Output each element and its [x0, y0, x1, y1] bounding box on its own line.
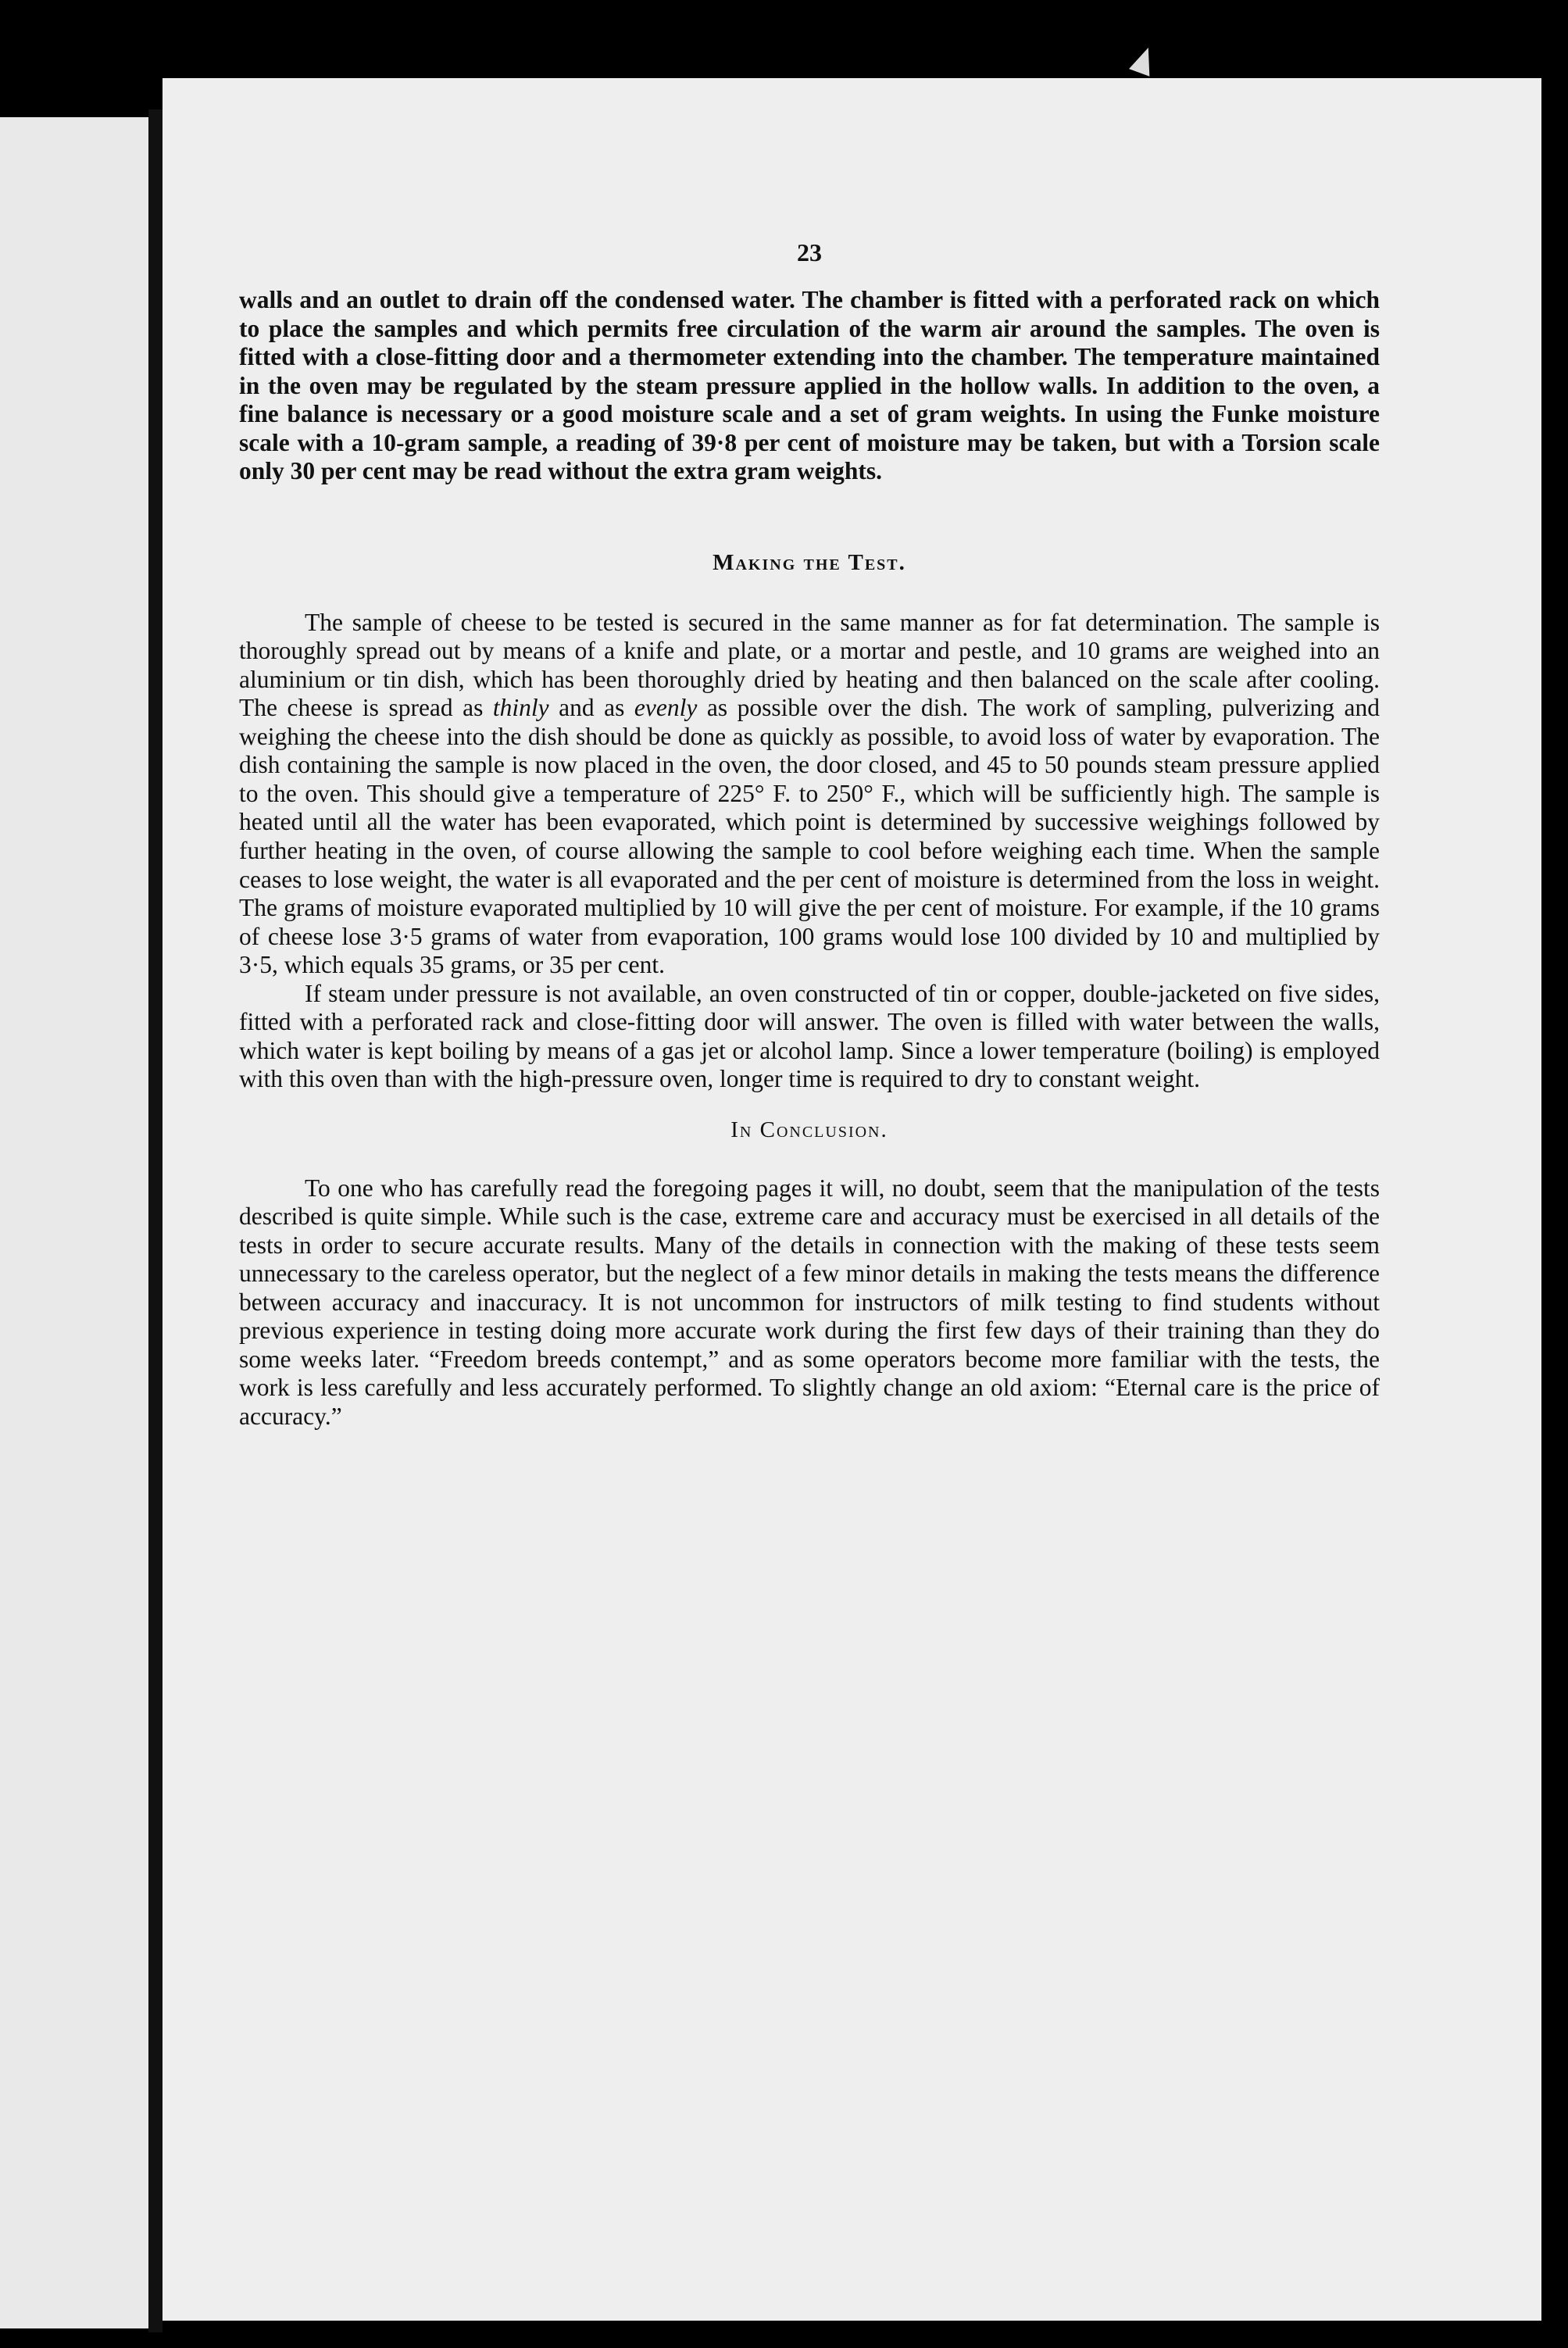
text-run: as possible over the dish. The work of sampling, pulverizing and weighing the cheese into the dish should be done as quickly as possible, to avoid loss of water by evaporation. The dish containing the sample is now placed in the oven, the door closed, and 45 to 50 pounds steam pressure applied to the oven. This should give a temperature of 225° F. to 250° F., which will be sufficiently high. The sample is heated until all the water has been evaporated, which point is determined by successive weighings followed by further heating in the oven, of course allowing the sample to cool before weighing each time. When the sample ceases to lose weight, the water is all evaporated and the per cent of moisture is determined from the loss in weight. The grams of moisture evaporated multiplied by 10 will give the per cent of moisture. For example, if the 10 grams of cheese lose 3·5 grams of water from evaporation, 100 grams would lose 100 divided by 10 and multiplied by 3·5, which equals 35 grams, or 35 per cent. [239, 694, 1380, 979]
emphasis-evenly: evenly [634, 694, 698, 722]
section-heading-in-conclusion: In Conclusion. [730, 1117, 888, 1142]
emphasis-thinly: thinly [492, 694, 549, 722]
making-test-paragraph-1 [239, 609, 1380, 980]
book-binding [148, 109, 163, 2332]
facing-page-edge [0, 117, 148, 2328]
page-content [239, 238, 1380, 1431]
text-run: The sample of cheese to be tested is secured in the same manner as for fat determination. The sample is thoroughly spread out by means of a knife and plate, or a mortar and pestle, and 10 grams are weighed into an aluminium or tin dish, which has been thoroughly dried by heating and then balanced on the scale after cooling. The cheese is spread as [239, 608, 1380, 722]
scan-corner-mark [1129, 44, 1159, 77]
page-number: 23 [797, 238, 822, 266]
conclusion-paragraph: To one who has carefully read the foregoing pages it will, no doubt, seem that the manipulation of the tests described is quite simple. While such is the case, extreme care and accuracy must be exercised in all details of the tests in order to secure accurate results. Many of the details in connection with the making of these tests seem unnecessary to the careless operator, but the neglect of a few minor details in making the tests means the difference between accuracy and inaccuracy. It is not uncommon for instructors of milk testing to find students without previous experience in testing doing more accurate work during the first few days of their training than they do some weeks later. “Freedom breeds contempt,” and as some operators become more familiar with the tests, the work is less carefully and less accurately performed. To slightly change an old axiom: “Eternal care is the price of accuracy.” [239, 1174, 1380, 1430]
continuation-paragraph: walls and an outlet to drain off the condensed water. The chamber is fitted with a perforated rack on which to place the samples and which permits free circulation of the warm air around the samples. The oven is fitted with a close-fitting door and a thermometer extending into the chamber. The temperature maintained in the oven may be regulated by the steam pressure applied in the hollow walls. In addition to the oven, a fine balance is necessary or a good moisture scale and a set of gram weights. In using the Funke moisture scale with a 10-gram sample, a reading of 39·8 per cent of moisture may be taken, but with a Torsion scale only 30 per cent may be read without the extra gram weights. [239, 286, 1380, 485]
making-test-paragraph-2: If steam under pressure is not available, an oven constructed of tin or copper, double-jacketed on five sides, fitted with a perforated rack and close-fitting door will answer. The oven is filled with water between the walls, which water is kept boiling by means of a gas jet or alcohol lamp. Since a lower temperature (boiling) is employed with this oven than with the high-pressure oven, longer time is required to dry to constant weight. [239, 979, 1380, 1093]
section-heading-making-the-test: Making the Test. [713, 549, 906, 575]
text-run: and as [548, 694, 634, 722]
book-page [163, 78, 1541, 2321]
